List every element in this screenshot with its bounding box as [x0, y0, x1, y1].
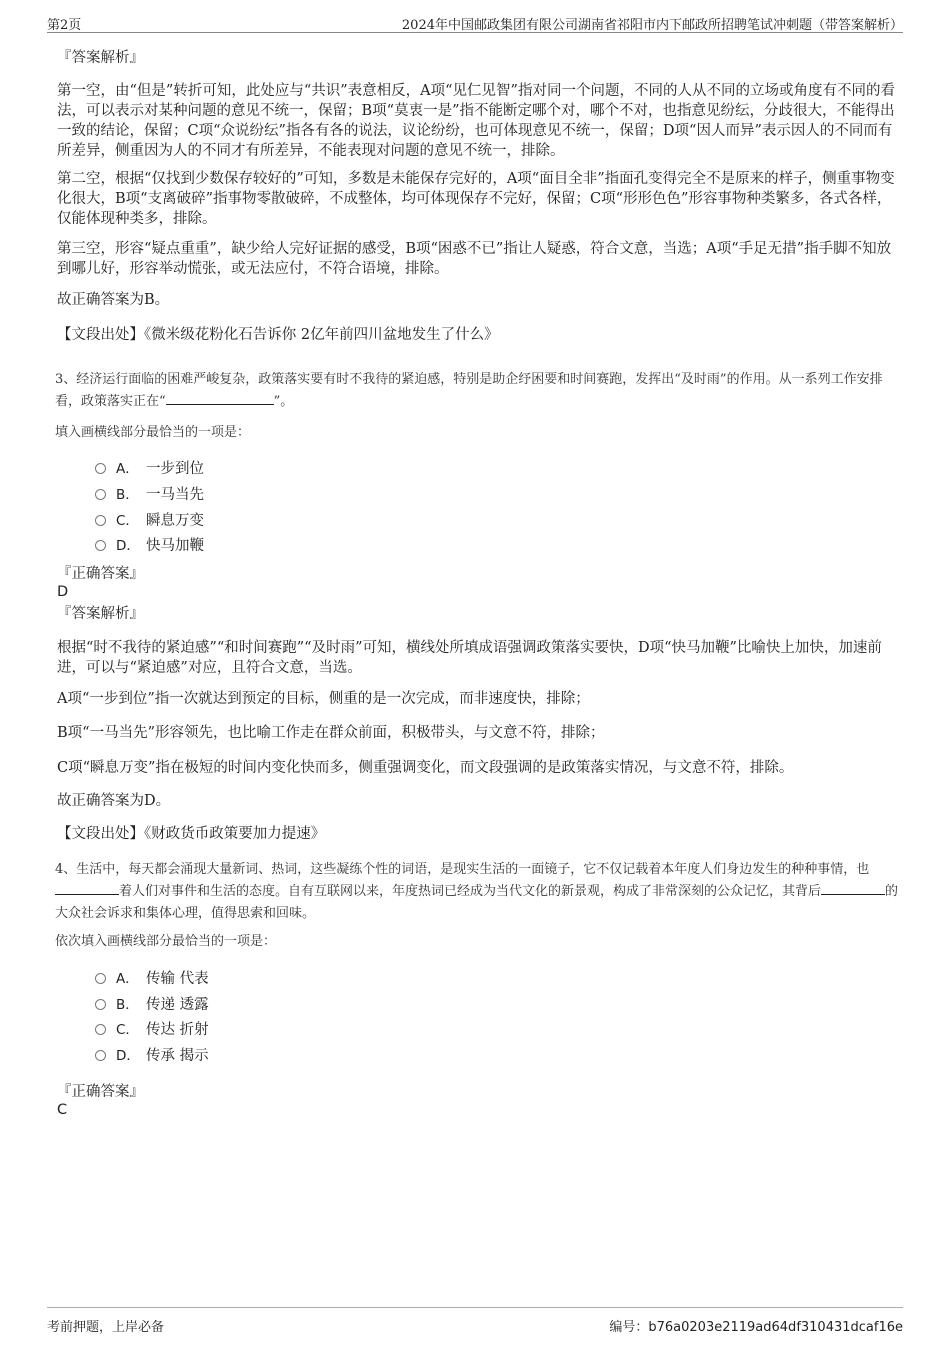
page-header [47, 14, 903, 33]
q3-option-b[interactable]: B． 一马当先 [95, 485, 204, 505]
q3-conclusion: 故正确答案为D。 [57, 793, 171, 809]
q3-stem: 3、经济运行面临的困难严峻复杂，政策落实要有时不我待的紧迫感，特别是助企纾困要和时间赛跑，发挥出“及时雨”的作用。从一系列工作安排看，政策落实正在“ ”。 [55, 372, 883, 409]
q3-option-d[interactable]: D． 快马加鞭 [95, 536, 204, 556]
q3-analysis-p1: 根据“时不我待的紧迫感”“和时间赛跑”“及时雨”可知，横线处所填成语强调政策落实要快，D项“快马加鞭”比喻快上加快，加速前进，可以与“紧迫感”对应，且符合文意，当选。 [57, 640, 882, 676]
q3-analysis-p3: B项“一马当先”形容领先，也比喻工作走在群众前面，积极带头，与文意不符，排除； [57, 725, 605, 741]
q3-option-c[interactable]: C． 瞬息万变 [95, 511, 204, 531]
document-code: 编号：b76a0203e2119ad64df310431dcaf16e [609, 1320, 903, 1335]
q4-option-a[interactable]: A． 传输 代表 [95, 969, 209, 989]
q2-analysis-label: 『答案解析』 [57, 50, 144, 66]
radio-icon[interactable] [95, 489, 106, 500]
q4-stem: 4、生活中，每天都会涌现大量新词、热词，这些凝练个性的词语，是现实生活的一面镜子，它不仅记载着本年度人们身边发生的种种事情，也着人们对事件和生活的态度。自有互联网以来，年度热词已经成为当代文化的新景观，构成了非常深刻的公众记忆，其背后 的大众社会诉求和集体心理，值得思索和回味。 [55, 862, 899, 921]
q3-answer-label: 『正确答案』 [57, 566, 144, 582]
q3-source: 【文段出处】《财政货币政策要加力提速》 [57, 826, 326, 842]
q4-option-d[interactable]: D． 传承 揭示 [95, 1046, 209, 1066]
q4-option-c[interactable]: C． 传达 折射 [95, 1020, 209, 1040]
q2-source: 【文段出处】《微米级花粉化石告诉你 2亿年前四川盆地发生了什么》 [57, 327, 499, 343]
q4-blank-1 [55, 882, 119, 895]
q3-blank [166, 392, 274, 405]
radio-icon[interactable] [95, 973, 106, 984]
q3-analysis-p4: C项“瞬息万变”指在极短的时间内变化快而多，侧重强调变化，而文段强调的是政策落实情况，与文意不符，排除。 [57, 760, 794, 776]
q2-analysis-p3: 第三空，形容“疑点重重”，缺少给人完好证据的感受，B项“困惑不已”指让人疑惑，符合文意，当选；A项“手足无措”指手脚不知放到哪儿好，形容举动慌张，或无法应付，不符合语境，排除。 [57, 241, 892, 277]
q4-prompt: 依次填入画横线部分最恰当的一项是： [55, 934, 277, 949]
q2-analysis-p1: 第一空，由“但是”转折可知，此处应与“共识”表意相反，A项“见仁见智”指对同一个问题，不同的人从不同的立场或角度有不同的看法，可以表示对某种问题的意见不统一，保留；B项“莫衷一是”指不能断定哪个对，哪个不对，也指意见纷纭，分歧很大，不能得出一致的结论，保留；C项“众说纷纭”指各有各的说法，议论纷纷，也可体现意见不统一，保留；D项“因人而异”表示因人的不同而有所差异，侧重因为人的不同才有所差异，不能表现对问题的意见不统一，排除。 [57, 83, 895, 159]
q3-analysis-label: 『答案解析』 [57, 606, 144, 622]
radio-icon[interactable] [95, 515, 106, 526]
q2-conclusion: 故正确答案为B。 [57, 292, 170, 308]
q4-answer-label: 『正确答案』 [57, 1084, 144, 1100]
q2-analysis-p2: 第二空，根据“仅找到少数保存较好的”可知，多数是未能保存完好的，A项“面目全非”指面孔变得完全不是原来的样子，侧重事物变化很大，B项“支离破碎”指事物零散破碎，不成整体，均可体现保存不完好，保留；C项“形形色色”形容事物种类繁多，各式各样，仅能体现种类多，排除。 [57, 171, 895, 227]
radio-icon[interactable] [95, 1050, 106, 1061]
q4-blank-2 [821, 882, 885, 895]
radio-icon[interactable] [95, 1024, 106, 1035]
document-title: 2024年中国邮政集团有限公司湖南省祁阳市内下邮政所招聘笔试冲刺题（带答案解析） [401, 18, 903, 33]
q4-answer: C [57, 1102, 68, 1118]
page-footer [47, 1307, 903, 1338]
radio-icon[interactable] [95, 463, 106, 474]
q3-answer: D [57, 584, 69, 600]
q3-analysis-p2: A项“一步到位”指一次就达到预定的目标，侧重的是一次完成，而非速度快，排除； [57, 691, 590, 707]
q4-option-b[interactable]: B． 传递 透露 [95, 995, 209, 1015]
q3-prompt: 填入画横线部分最恰当的一项是： [55, 425, 251, 440]
page-number: 第2页 [47, 18, 82, 33]
radio-icon[interactable] [95, 999, 106, 1010]
radio-icon[interactable] [95, 540, 106, 551]
q3-option-a[interactable]: A． 一步到位 [95, 459, 204, 479]
footer-slogan: 考前押题，上岸必备 [47, 1320, 165, 1335]
